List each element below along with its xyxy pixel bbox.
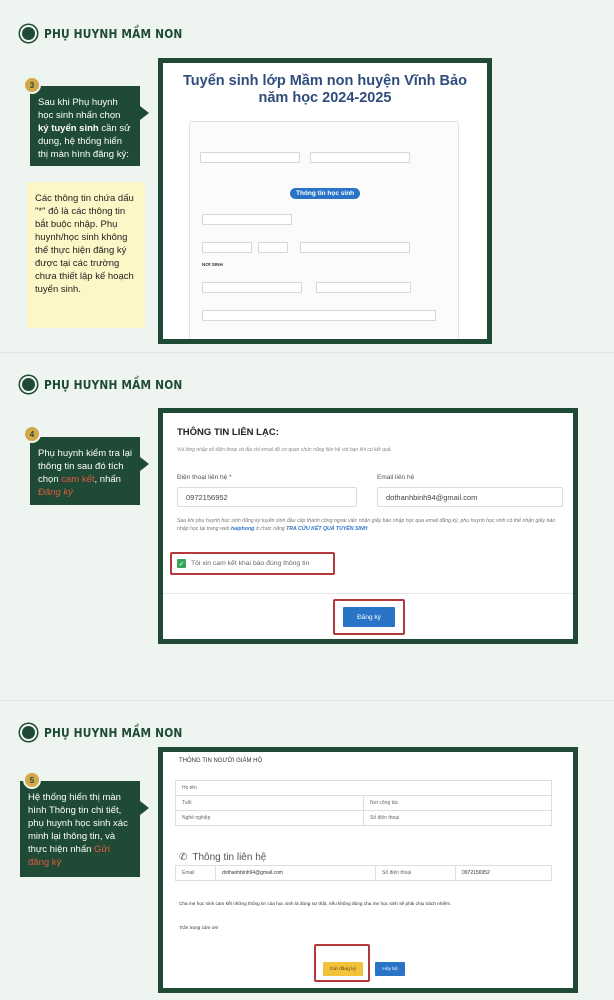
table-row <box>176 866 552 881</box>
phone-label: Điện thoại liên hệ * <box>177 474 232 481</box>
bullet-icon <box>22 726 35 739</box>
table-cell: Nơi công tác <box>364 796 552 811</box>
email-field[interactable]: dothanhbinh94@gmail.com <box>377 487 563 507</box>
step5-instruction: Hệ thống hiển thị màn hình Thông tin chi tiết, phụ huynh học sinh xác minh lại thông tin, và thực hiện nhấn Gửi đăng ký <box>20 781 140 877</box>
contact-heading: THÔNG TIN LIÊN LẠC: <box>177 427 279 438</box>
required-fields-note: Các thông tin chứa dấu "*" đỏ là các thông tin bắt buộc nhập. Phụ huynh/học sinh không thể thực hiện đăng ký được tại các trường chưa thiết lập kế hoạch tuyển sinh. <box>27 182 145 328</box>
screenshot-frame <box>158 747 578 993</box>
form-input[interactable] <box>202 310 436 321</box>
register-button[interactable]: Đăng ký <box>343 607 395 627</box>
contact-screen <box>163 413 573 639</box>
thanks-text: Trân trọng cảm ơn! <box>179 925 219 930</box>
detail-screen <box>163 752 573 988</box>
contact-subtitle: Vui lòng nhập số điện thoại và địa chỉ email để cơ quan chức năng liên hệ với bạn khi có kết quả. <box>177 447 392 453</box>
student-info-pill: Thông tin học sinh <box>290 188 360 199</box>
step5-number-badge: 5 <box>23 771 41 789</box>
section-header <box>22 377 207 392</box>
screenshot-frame <box>158 408 578 644</box>
form-select[interactable] <box>300 242 410 253</box>
form-select[interactable] <box>202 282 302 293</box>
submit-registration-button[interactable]: Gửi đăng ký <box>323 962 363 976</box>
table-cell: Email <box>176 866 216 881</box>
table-cell: dothanhbinh94@gmail.com <box>216 866 376 881</box>
divider <box>163 593 573 594</box>
table-row <box>176 796 552 811</box>
section-header <box>22 26 207 41</box>
table-row <box>176 811 552 826</box>
cancel-button[interactable]: Hủy bỏ <box>375 962 405 976</box>
section-title: PHỤ HUYNH MẦM NON <box>44 26 183 41</box>
step4-number-badge: 4 <box>23 425 41 443</box>
birthplace-label: NƠI SINH <box>202 262 223 267</box>
screenshot-frame <box>158 58 492 344</box>
commitment-disclaimer: Cha mẹ học sinh cam kết những thông tin của học sinh là đúng sự thật, nếu không đúng cha mẹ học sinh sẽ phải chịu trách nhiệm. <box>179 901 452 906</box>
bullet-icon <box>22 27 35 40</box>
registration-form <box>189 121 459 339</box>
contact-table <box>175 865 552 881</box>
form-input[interactable] <box>202 214 292 225</box>
table-cell: Số điện thoại <box>364 811 552 826</box>
contact-note: Sau khi phụ huynh học sinh đăng ký tuyển sinh đầu cấp thành công ngoài việc nhận giấy báo nhập học qua email đăng ký, phụ huynh học sinh có thể nhận giấy báo nhập học tại trang web haiphong ở chức năng TRA CỨU KẾT QUẢ TUYỂN SINH <box>177 518 556 532</box>
phone-icon: ✆ <box>179 852 188 863</box>
contact-section-heading: ✆ Thông tin liên hệ <box>179 852 267 863</box>
step3-panel <box>0 0 614 352</box>
commit-checkbox-row[interactable] <box>177 559 309 568</box>
form-input[interactable] <box>258 242 288 253</box>
step4-instruction: Phụ huynh kiểm tra lại thông tin sau đó tích chọn cam kết, nhấn Đăng ký <box>30 437 140 505</box>
guardian-heading: THÔNG TIN NGƯỜI GIÁM HỘ <box>179 758 263 764</box>
registration-screen <box>163 63 487 339</box>
table-cell: Họ tên <box>176 781 552 796</box>
step3-number-badge: 3 <box>23 76 41 94</box>
step5-panel <box>0 700 614 1000</box>
step4-panel <box>0 352 614 700</box>
registration-title: Tuyển sinh lớp Mầm non huyện Vĩnh Bảo năm học 2024-2025 <box>183 73 467 106</box>
bullet-icon <box>22 378 35 391</box>
table-cell: Nghề nghiệp <box>176 811 364 826</box>
form-select[interactable] <box>316 282 411 293</box>
section-title: PHỤ HUYNH MẦM NON <box>44 725 183 740</box>
email-label: Email liên hệ <box>377 474 415 481</box>
guardian-table <box>175 780 552 826</box>
section-header <box>22 725 207 740</box>
commit-checkbox-label: Tôi xin cam kết khai báo đúng thông tin <box>191 560 310 567</box>
phone-field[interactable]: 0972156952 <box>177 487 357 507</box>
table-cell: 0972156952 <box>456 866 552 881</box>
section-title: PHỤ HUYNH MẦM NON <box>44 377 183 392</box>
step3-instruction: Sau khi Phụ huynh học sinh nhấn chọn ký tuyển sinh cần sử dụng, hệ thống hiển thị màn hình đăng ký: <box>30 86 140 166</box>
form-input[interactable] <box>202 242 252 253</box>
table-cell: Số điện thoại <box>376 866 456 881</box>
form-input[interactable] <box>310 152 410 163</box>
table-row <box>176 781 552 796</box>
check-icon[interactable]: ✓ <box>178 560 185 568</box>
table-cell: Tuổi <box>176 796 364 811</box>
form-input[interactable] <box>200 152 300 163</box>
